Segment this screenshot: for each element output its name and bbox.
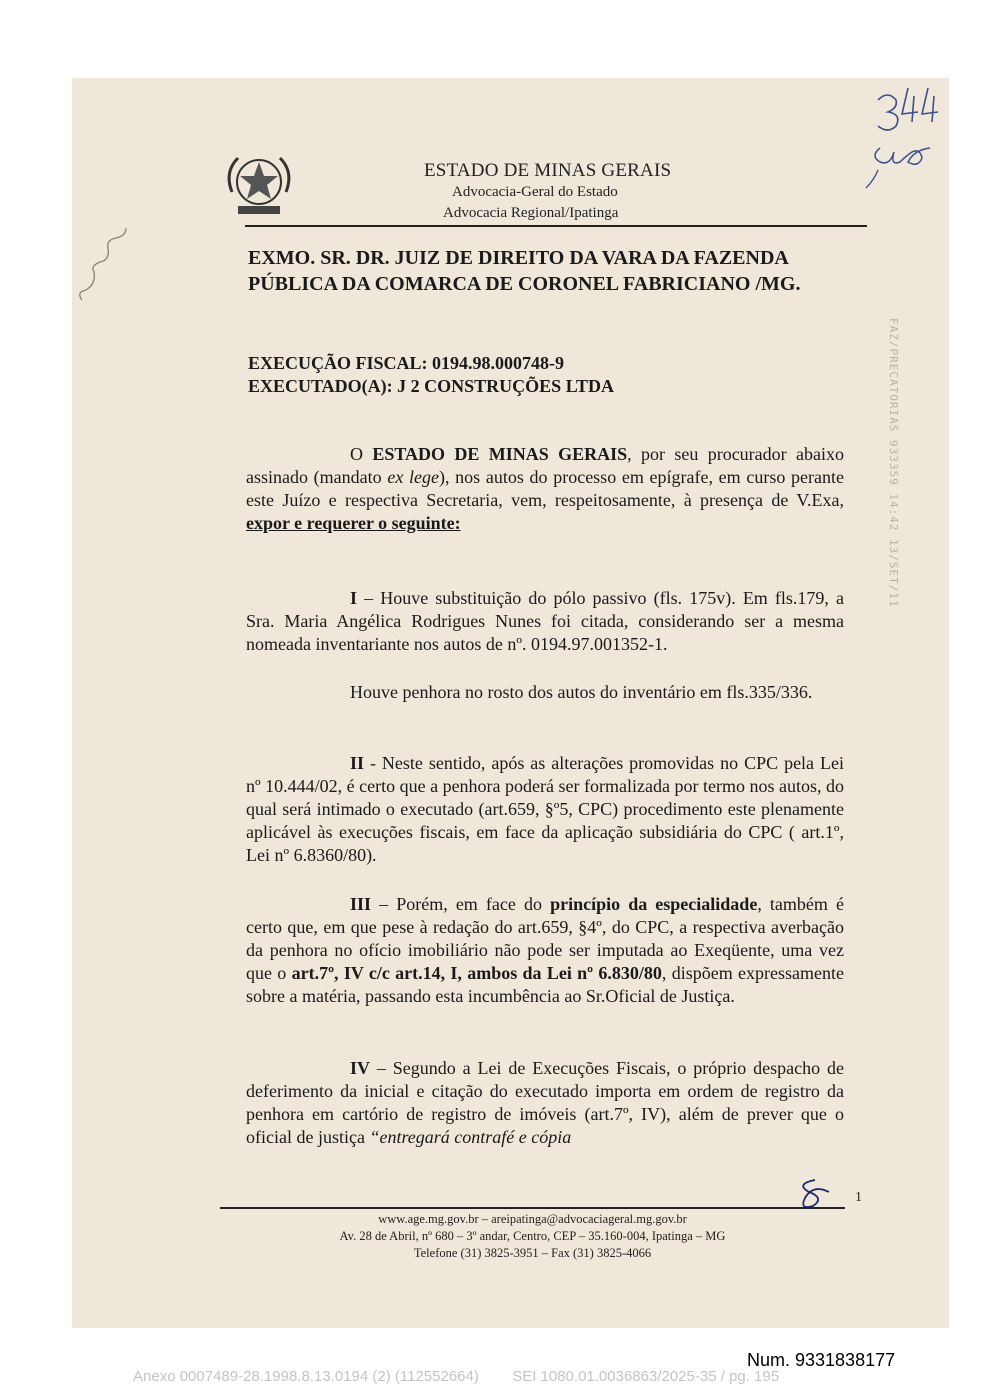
handwritten-carga-note <box>72 220 142 310</box>
addressee-line-1: EXMO. SR. DR. JUIZ DE DIREITO DA VARA DA FAZENDA <box>248 247 789 269</box>
section-iii-text-2: , também é certo que, em que pese à redação do art.659, §4º, do CPC, a respectiva averbação da penhora no ofício imobiliário não pode ser imputada ao Exeqüente, uma vez que o <box>246 894 844 983</box>
footer-website-email: www.age.mg.gov.br – areipatinga@advocaciageral.mg.gov.br <box>378 1212 687 1226</box>
section-i-text: – Houve substituição do pólo passivo (fls. 175v). Em fls.179, a Sra. Maria Angélica Rodrigues Nunes foi citada, considerando ser a mesma nomeada inventariante nos autos de nº. 0194.97.001352-1. <box>246 588 844 654</box>
annex-reference-text: Anexo 0007489-28.1998.8.13.0194 (2) (112552664) <box>133 1368 479 1385</box>
section-ii-label: II <box>350 753 365 773</box>
section-i-paragraph <box>246 587 844 656</box>
handwritten-initial <box>785 1172 845 1212</box>
section-i-continuation <box>246 681 844 704</box>
footer-phone: Telefone (31) 3825-3951 – Fax (31) 3825-4066 <box>413 1246 652 1260</box>
sei-reference-text: SEI 1080.01.0036863/2025-35 / pg. 195 <box>512 1368 780 1385</box>
intro-text-mid2: ), nos autos do processo em epígrafe, em curso perante este Juízo e respectiva Secretaria, vem, respeitosamente, à presença de V.Exa, <box>246 467 844 510</box>
intro-paragraph <box>246 443 844 535</box>
intro-italic: ex lege <box>387 467 439 487</box>
page-number: 1 <box>855 1190 862 1205</box>
section-iii-bold-principle: princípio da especialidade <box>550 894 758 914</box>
header-title: ESTADO DE MINAS GERAIS <box>424 160 672 181</box>
handwritten-folio-number <box>858 82 958 192</box>
intro-text-mid1: , por seu procurador abaixo assinado (mandato <box>246 444 844 487</box>
section-iv-text: – Segundo a Lei de Execuções Fiscais, o próprio despacho de deferimento da inicial e citação do executado importa em ordem de registro da penhora em cartório de registro de imóveis (art.7º, IV), além de prever que o oficial de justiça <box>246 1058 844 1147</box>
protocol-stamp-text: FAZ/PRECATORIAS 933359 14:42 13/SET/11 <box>887 318 900 608</box>
section-iii-bold-law: art.7º, IV c/c art.14, I, ambos da Lei nº 6.830/80 <box>291 963 662 983</box>
header-subtitle: Advocacia-Geral do Estado <box>452 184 618 200</box>
intro-bold-state: ESTADO DE MINAS GERAIS <box>372 444 628 464</box>
case-number: EXECUÇÃO FISCAL: 0194.98.000748-9 <box>248 353 565 373</box>
section-iv-paragraph <box>246 1057 844 1149</box>
section-ii-paragraph <box>246 752 844 867</box>
document-id-number: Num. 9331838177 <box>747 1350 896 1370</box>
section-i-label: I <box>350 588 358 608</box>
section-iii-text-1: – Porém, em face do <box>371 894 551 914</box>
section-iii-paragraph <box>246 893 844 1008</box>
footer-divider <box>220 1207 845 1209</box>
header-divider <box>245 225 867 227</box>
section-i-continuation-text: Houve penhora no rosto dos autos do inventário em fls.335/336. <box>350 682 813 702</box>
section-iv-italic-quote: “entregará contrafé e cópia <box>369 1127 572 1147</box>
case-executed-party: EXECUTADO(A): J 2 CONSTRUÇÕES LTDA <box>248 376 615 396</box>
section-iii-text-3: , dispõem expressamente sobre a matéria, passando esta incumbência ao Sr.Oficial de Justiça. <box>246 963 844 1006</box>
section-iii-label: III <box>350 894 372 914</box>
section-iv-label: IV <box>350 1058 371 1078</box>
header-subtitle-regional: Advocacia Regional/Ipatinga <box>443 205 619 221</box>
intro-text-pre: O <box>350 444 373 464</box>
addressee-line-2: PÚBLICA DA COMARCA DE CORONEL FABRICIANO /MG. <box>248 273 801 295</box>
section-ii-text: - Neste sentido, após as alterações promovidas no CPC pela Lei nº 10.444/02, é certo que a penhora poderá ser formalizada por termo nos autos, do qual será intimado o executado (art.659, §º5, CPC) procedimento este plenamente aplicável às execuções fiscais, em face da aplicação subsidiária do CPC ( art.1º, Lei nº 6.8360/80). <box>246 753 844 865</box>
intro-underlined-request: expor e requerer o seguinte: <box>246 513 461 533</box>
annex-reference <box>133 1368 779 1385</box>
protocol-stamp <box>882 318 902 618</box>
footer-address: Av. 28 de Abril, nº 680 – 3º andar, Centro, CEP – 35.160-004, Ipatinga – MG <box>339 1229 726 1243</box>
coat-of-arms-emblem <box>220 152 298 218</box>
